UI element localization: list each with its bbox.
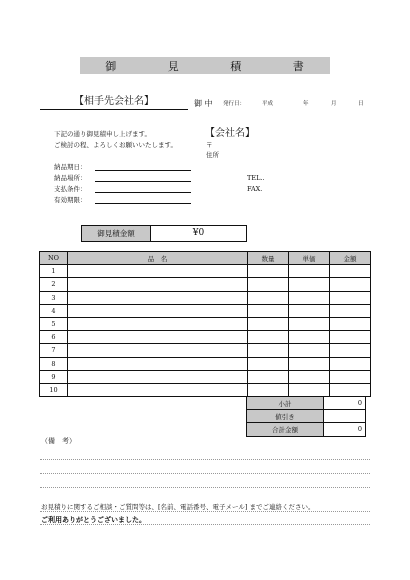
price-cell[interactable] xyxy=(289,357,330,370)
qty-cell[interactable] xyxy=(248,383,289,396)
amount-cell[interactable] xyxy=(330,357,371,370)
remarks-line[interactable] xyxy=(40,473,370,474)
table-row xyxy=(40,357,371,370)
amount-cell[interactable] xyxy=(330,278,371,291)
qty-cell[interactable] xyxy=(248,344,289,357)
item-cell[interactable] xyxy=(68,278,248,291)
client-suffix: 御 中 xyxy=(194,99,213,108)
estimate-amount-value: ¥0 xyxy=(192,228,205,238)
price-cell[interactable] xyxy=(289,344,330,357)
header-qty: 数量 xyxy=(248,252,289,265)
subtotal-label: 小計 xyxy=(247,397,324,410)
price-cell[interactable] xyxy=(289,331,330,344)
amount-cell[interactable] xyxy=(330,265,371,278)
company-fax: FAX. xyxy=(247,185,263,193)
total-row xyxy=(247,423,366,436)
row-no: 6 xyxy=(40,331,68,344)
issue-era: 平成 xyxy=(262,101,274,107)
estimate-amount-box xyxy=(81,225,247,242)
total-value: 0 xyxy=(324,423,366,436)
contact-note: お見積りに関するご相談・ご質問等は、[名前、電話番号、電子メール] までご連絡ください。 xyxy=(41,503,315,511)
item-cell[interactable] xyxy=(68,370,248,383)
expiry-label: 有効期限： xyxy=(54,196,87,204)
price-cell[interactable] xyxy=(289,265,330,278)
issue-month: 月 xyxy=(331,101,337,107)
remarks-label: （備 考） xyxy=(41,437,76,445)
qty-cell[interactable] xyxy=(248,265,289,278)
amount-cell[interactable] xyxy=(330,304,371,317)
item-cell[interactable] xyxy=(68,317,248,330)
remarks-line[interactable] xyxy=(40,459,370,460)
qty-cell[interactable] xyxy=(248,278,289,291)
delivery-place-field[interactable] xyxy=(95,181,191,182)
price-cell[interactable] xyxy=(289,383,330,396)
expiry-field[interactable] xyxy=(95,203,191,204)
price-cell[interactable] xyxy=(289,370,330,383)
row-no: 7 xyxy=(40,344,68,357)
client-name: 【相手先会社名】 xyxy=(40,96,188,110)
row-no: 10 xyxy=(40,383,68,396)
table-row xyxy=(40,370,371,383)
delivery-date-field[interactable] xyxy=(95,170,191,171)
row-no: 5 xyxy=(40,317,68,330)
company-tel: TEL.. xyxy=(247,174,265,182)
amount-cell[interactable] xyxy=(330,344,371,357)
title-char: 御 xyxy=(105,59,118,73)
divider xyxy=(40,511,370,512)
price-cell[interactable] xyxy=(289,278,330,291)
header-no: NO xyxy=(40,252,68,265)
item-cell[interactable] xyxy=(68,265,248,278)
table-row xyxy=(40,304,371,317)
header-amount: 金額 xyxy=(330,252,371,265)
item-cell[interactable] xyxy=(68,304,248,317)
subtotal-row xyxy=(247,397,366,410)
thanks-note: ご利用ありがとうございました。 xyxy=(41,515,146,524)
subtotal-value: 0 xyxy=(324,397,366,410)
table-row xyxy=(40,265,371,278)
item-cell[interactable] xyxy=(68,291,248,304)
amount-cell[interactable] xyxy=(330,291,371,304)
qty-cell[interactable] xyxy=(248,304,289,317)
intro-line: 下記の通り御見積申し上げます。 xyxy=(54,130,151,138)
item-cell[interactable] xyxy=(68,331,248,344)
row-no: 4 xyxy=(40,304,68,317)
table-row xyxy=(40,344,371,357)
amount-cell[interactable] xyxy=(330,331,371,344)
amount-cell[interactable] xyxy=(330,370,371,383)
qty-cell[interactable] xyxy=(248,357,289,370)
qty-cell[interactable] xyxy=(248,370,289,383)
amount-cell[interactable] xyxy=(330,383,371,396)
price-cell[interactable] xyxy=(289,291,330,304)
estimate-amount-label: 御見積金額 xyxy=(82,226,151,241)
table-row xyxy=(40,291,371,304)
item-cell[interactable] xyxy=(68,357,248,370)
delivery-date-label: 納品期日： xyxy=(54,163,87,171)
price-cell[interactable] xyxy=(289,304,330,317)
title-char: 書 xyxy=(292,59,305,73)
delivery-place-label: 納品場所： xyxy=(54,174,87,182)
item-cell[interactable] xyxy=(68,383,248,396)
amount-cell[interactable] xyxy=(330,317,371,330)
summary-table xyxy=(246,396,366,437)
row-no: 9 xyxy=(40,370,68,383)
header-unit-price: 単価 xyxy=(289,252,330,265)
issue-date-label: 発行日： xyxy=(223,101,246,107)
payment-terms-label: 支払条件： xyxy=(54,185,87,193)
row-no: 8 xyxy=(40,357,68,370)
remarks-line[interactable] xyxy=(40,487,370,488)
table-row xyxy=(40,331,371,344)
company-address: 住所 xyxy=(206,151,219,159)
issue-year: 年 xyxy=(303,101,309,107)
title-char: 積 xyxy=(230,59,243,73)
discount-row xyxy=(247,410,366,423)
total-label: 合計金額 xyxy=(247,423,324,436)
item-cell[interactable] xyxy=(68,344,248,357)
issue-day: 日 xyxy=(358,101,364,107)
discount-value[interactable] xyxy=(324,410,366,423)
table-row xyxy=(40,278,371,291)
row-no: 2 xyxy=(40,278,68,291)
qty-cell[interactable] xyxy=(248,291,289,304)
qty-cell[interactable] xyxy=(248,317,289,330)
intro-line: ご検討の程、よろしくお願いいたします。 xyxy=(54,141,177,149)
title-char: 見 xyxy=(167,59,180,73)
payment-terms-field[interactable] xyxy=(95,192,191,193)
discount-label: 値引き xyxy=(247,410,324,423)
postal-mark: 〒 xyxy=(206,141,213,149)
qty-cell[interactable] xyxy=(248,331,289,344)
row-no: 3 xyxy=(40,291,68,304)
row-no: 1 xyxy=(40,265,68,278)
table-row xyxy=(40,383,371,396)
header-item: 品 名 xyxy=(68,252,248,265)
price-cell[interactable] xyxy=(289,317,330,330)
table-row xyxy=(40,317,371,330)
items-table xyxy=(39,251,371,397)
company-name: 【会社名】 xyxy=(205,128,255,139)
table-header-row xyxy=(40,252,371,265)
document-title xyxy=(80,57,330,74)
